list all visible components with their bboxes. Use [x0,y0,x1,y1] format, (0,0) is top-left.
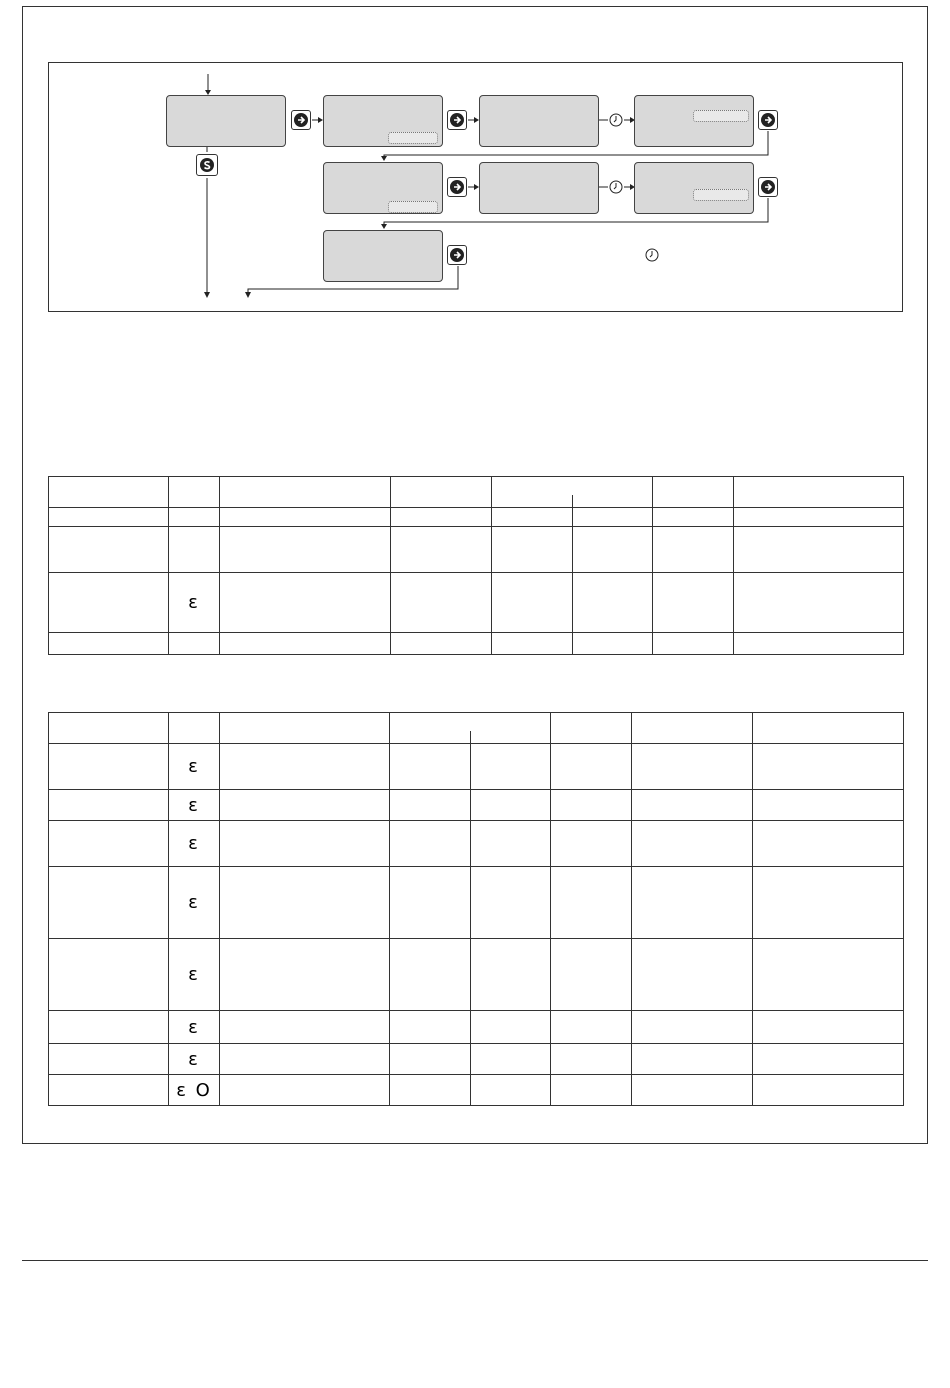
table-cell [753,744,904,790]
lcd-edit-field [693,189,749,201]
table-cell [632,1044,753,1075]
lcd-display-home [166,95,286,147]
table-row [49,508,904,527]
table-cell [391,573,492,633]
table-cell [471,790,551,821]
table-cell [632,939,753,1011]
enter-key-icon [447,245,467,265]
table-cell-symbol: ε [169,939,220,1011]
lcd-display-3a [323,230,443,282]
table-row [49,744,904,790]
table-cell [653,573,734,633]
table-cell [49,1011,169,1044]
table-cell [471,1044,551,1075]
table-row [49,1044,904,1075]
table-cell [169,713,220,744]
table-cell [753,1044,904,1075]
table-cell [169,477,220,508]
table-row [49,527,904,573]
lcd-display-2a [323,162,443,214]
table-cell [734,527,904,573]
table-cell [492,573,573,633]
table-cell [753,790,904,821]
table-cell-symbol: ε [169,573,220,633]
table-cell [220,573,391,633]
flow-connectors [0,0,950,320]
table-cell [49,790,169,821]
lcd-display-1a [323,95,443,147]
table-cell [632,744,753,790]
lcd-edit-field [388,132,438,144]
table-cell [220,527,391,573]
table-cell [734,508,904,527]
clock-legend-icon [645,248,659,262]
table-cell [471,1011,551,1044]
table-cell [49,527,169,573]
table-cell [49,573,169,633]
table-cell [753,1075,904,1106]
table-cell [390,939,471,1011]
table-cell [551,939,632,1011]
table-cell [220,633,391,655]
footer-divider [22,1260,928,1261]
enter-key-icon [758,110,778,130]
table-cell [632,713,753,744]
table-cell [632,821,753,867]
table-cell [391,633,492,655]
table-cell [753,821,904,867]
table-cell [220,744,390,790]
table-cell [49,633,169,655]
table-cell [653,508,734,527]
table-cell [551,867,632,939]
table-cell [49,713,169,744]
s-select-key-icon [196,154,218,176]
table-cell [49,1044,169,1075]
lcd-display-1b [479,95,599,147]
table-cell [390,867,471,939]
table-cell [220,821,390,867]
table-cell [390,713,551,744]
table-row [49,573,904,633]
table-cell [220,477,391,508]
parameter-table-2 [48,712,904,1106]
table-cell [390,1075,471,1106]
enter-key-icon [758,177,778,197]
table-cell [169,508,220,527]
table-cell [573,633,653,655]
table-cell [49,939,169,1011]
table-cell [734,477,904,508]
lcd-edit-field [388,201,438,213]
table-cell [220,939,390,1011]
table-cell [551,713,632,744]
table-cell [169,527,220,573]
enter-key-icon [447,177,467,197]
clock-icon [609,113,623,127]
table-cell-symbol: ε O [169,1075,220,1106]
table-cell [220,867,390,939]
table-row [49,867,904,939]
table-cell [632,790,753,821]
table-cell [632,1011,753,1044]
table-cell [391,527,492,573]
table-cell [49,821,169,867]
table-cell [220,713,390,744]
table-cell [551,1011,632,1044]
table-cell [492,477,653,508]
table-row [49,633,904,655]
lcd-display-2c [634,162,754,214]
table-header-row [49,713,904,744]
table-row [49,939,904,1011]
table-cell [220,1044,390,1075]
table-cell-symbol: ε [169,867,220,939]
table-cell [573,573,653,633]
table-cell-symbol: ε [169,1044,220,1075]
table-cell [573,508,653,527]
table-cell [391,477,492,508]
table-cell [390,821,471,867]
table-cell [492,508,573,527]
lcd-display-1c [634,95,754,147]
table-cell [49,744,169,790]
table-cell [471,821,551,867]
table-cell [753,939,904,1011]
table-cell [632,867,753,939]
lcd-display-2b [479,162,599,214]
table-cell [492,633,573,655]
table-cell [551,1075,632,1106]
table-cell [220,1075,390,1106]
table-cell-symbol: ε [169,821,220,867]
enter-key-icon [447,110,467,130]
table-cell-symbol: ε [169,1011,220,1044]
table-cell [390,744,471,790]
table-cell [551,790,632,821]
table-cell [753,713,904,744]
parameter-table-1 [48,476,904,655]
table-cell [169,633,220,655]
table-cell [471,744,551,790]
table-row [49,1011,904,1044]
table-cell [220,1011,390,1044]
table-cell [390,1044,471,1075]
table-cell [49,508,169,527]
table-cell [471,1075,551,1106]
table-row [49,821,904,867]
clock-icon [609,180,623,194]
table-cell [551,821,632,867]
table-cell [734,573,904,633]
table-cell [220,508,391,527]
table-cell [471,867,551,939]
table-cell [753,1011,904,1044]
table-cell [492,527,573,573]
table-cell [390,1011,471,1044]
table-cell [753,867,904,939]
table-row [49,790,904,821]
enter-key-icon [291,110,311,130]
table-cell [471,939,551,1011]
table-cell [220,790,390,821]
table-cell [653,633,734,655]
table-header-row [49,477,904,508]
table-cell [632,1075,753,1106]
table-cell [551,744,632,790]
table-cell [653,477,734,508]
table-cell-symbol: ε [169,790,220,821]
table-cell [49,1075,169,1106]
table-cell [49,867,169,939]
table-cell-symbol: ε [169,744,220,790]
table-cell [391,508,492,527]
table-cell [551,1044,632,1075]
lcd-edit-field [693,110,749,122]
table-cell [49,477,169,508]
table-row [49,1075,904,1106]
table-cell [390,790,471,821]
table-cell [573,527,653,573]
table-cell [734,633,904,655]
table-cell [653,527,734,573]
